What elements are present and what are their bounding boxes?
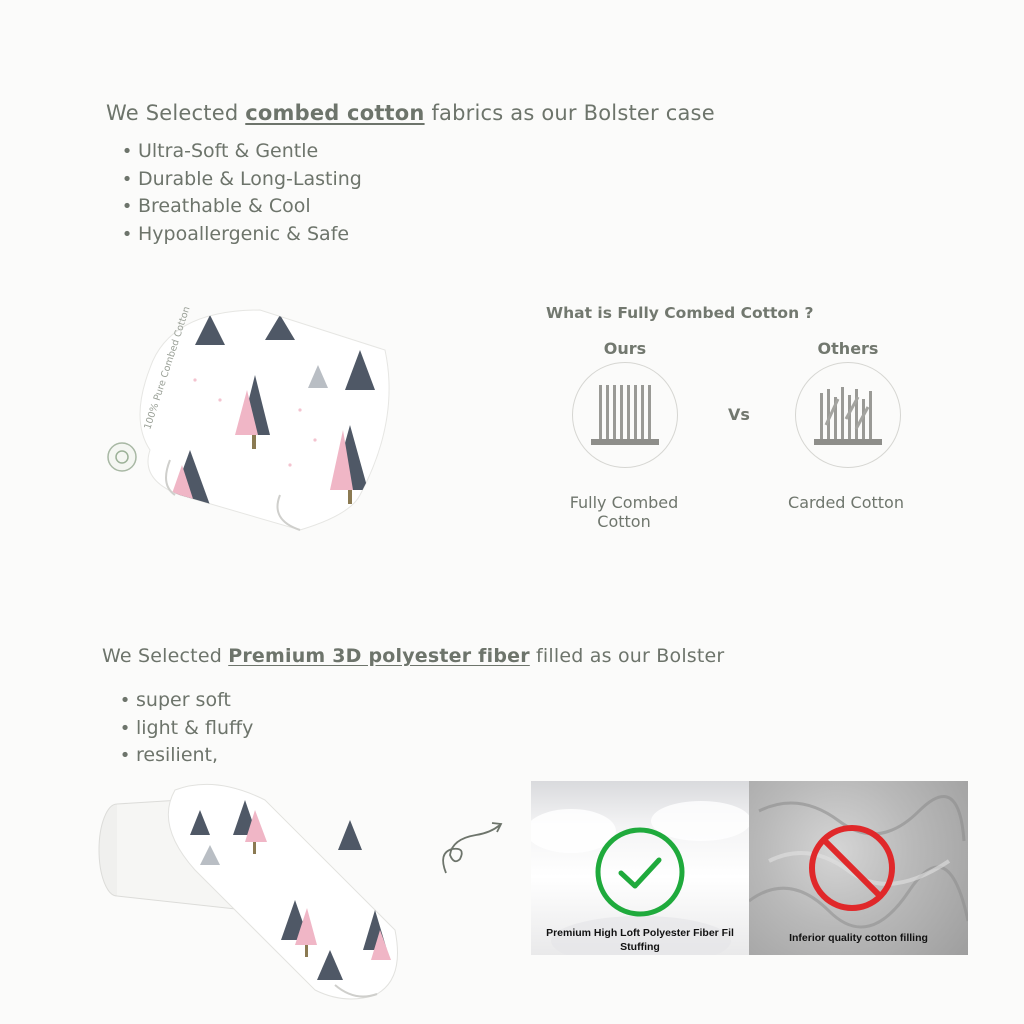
- heading-emphasis: combed cotton: [245, 101, 425, 125]
- bullet-item: • resilient,: [114, 742, 253, 770]
- bullet-item: • Hypoallergenic & Safe: [116, 221, 362, 249]
- carded-cotton-icon: [795, 362, 901, 468]
- caption-line: Stuffing: [620, 941, 660, 953]
- vs-label: Vs: [728, 405, 750, 424]
- heading-text: fabrics as our Bolster case: [431, 101, 715, 125]
- bullet-item: • Breathable & Cool: [116, 193, 362, 221]
- section1-heading: [106, 101, 715, 125]
- bullet-item: • Durable & Long-Lasting: [116, 166, 362, 194]
- section2-heading: [102, 645, 724, 667]
- checkmark-icon: [595, 827, 685, 917]
- prohibited-icon: [807, 823, 897, 913]
- others-label: Others: [817, 339, 879, 358]
- organic-cotton-icon: [108, 443, 136, 471]
- curved-arrow-icon: [436, 815, 508, 877]
- heading-text: We Selected: [106, 101, 239, 125]
- section1-bullet-list: [116, 138, 362, 248]
- ours-label: Ours: [603, 339, 647, 358]
- heading-text: filled as our Bolster: [536, 645, 725, 667]
- ours-caption: [555, 493, 693, 531]
- premium-fiber-panel: [531, 781, 749, 955]
- heading-text: We Selected: [102, 645, 222, 667]
- bolster-pillow-image: [95, 780, 435, 1010]
- caption-line: Premium High Loft Polyester Fiber Fil: [546, 927, 734, 939]
- others-caption: Carded Cotton: [788, 493, 904, 512]
- inferior-cotton-caption: Inferior quality cotton filling: [789, 932, 928, 944]
- heading-emphasis: Premium 3D polyester fiber: [228, 645, 530, 667]
- bolster-case-image: [100, 290, 400, 550]
- cotton-badge-text: 100% Pure Combed Cotton: [142, 305, 193, 431]
- bullet-item: • super soft: [114, 687, 253, 715]
- caption-line: Fully Combed: [569, 493, 679, 512]
- caption-line: Cotton: [597, 512, 651, 531]
- premium-fiber-caption: [531, 926, 749, 954]
- bullet-item: • Ultra-Soft & Gentle: [116, 138, 362, 166]
- bullet-item: • light & fluffy: [114, 715, 253, 743]
- inferior-cotton-panel: [749, 781, 968, 955]
- comparison-title: What is Fully Combed Cotton ?: [546, 304, 814, 322]
- section2-bullet-list: [114, 687, 253, 770]
- fully-combed-cotton-icon: [572, 362, 678, 468]
